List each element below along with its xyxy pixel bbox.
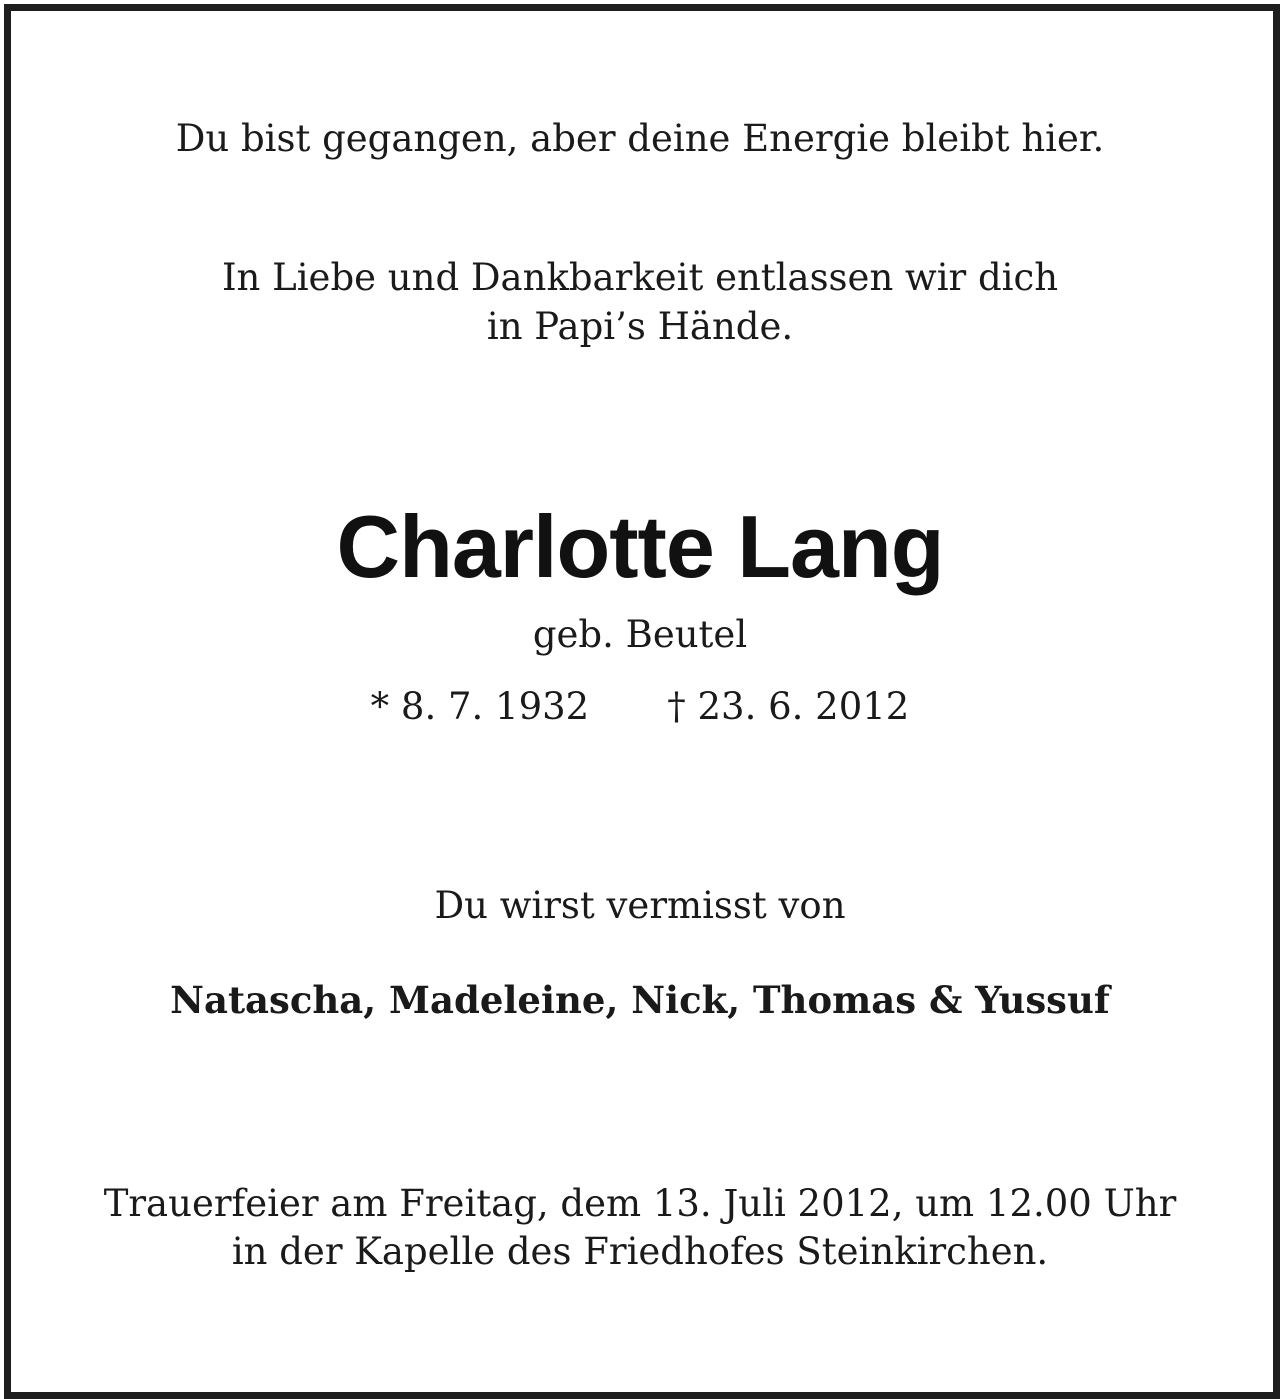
death-date: † 23. 6. 2012: [667, 685, 910, 728]
deceased-name: Charlotte Lang: [336, 497, 944, 596]
maiden-name: geb. Beutel: [532, 613, 748, 656]
family-names: Natascha, Madeleine, Nick, Thomas & Yussuf: [170, 978, 1110, 1022]
missed-by-label: Du wirst vermisst von: [434, 884, 846, 927]
service-line-2: in der Kapelle des Friedhofes Steinkirchen.: [231, 1230, 1049, 1273]
farewell-line-1: In Liebe und Dankbarkeit entlassen wir dich: [221, 256, 1059, 299]
farewell-line-2: in Papi’s Hände.: [486, 305, 794, 348]
birth-date: * 8. 7. 1932: [370, 685, 590, 728]
service-line-1: Trauerfeier am Freitag, dem 13. Juli 2012, um 12.00 Uhr: [103, 1182, 1177, 1225]
opening-quote: Du bist gegangen, aber deine Energie bleibt hier.: [175, 117, 1105, 160]
life-dates: [0, 683, 1280, 731]
